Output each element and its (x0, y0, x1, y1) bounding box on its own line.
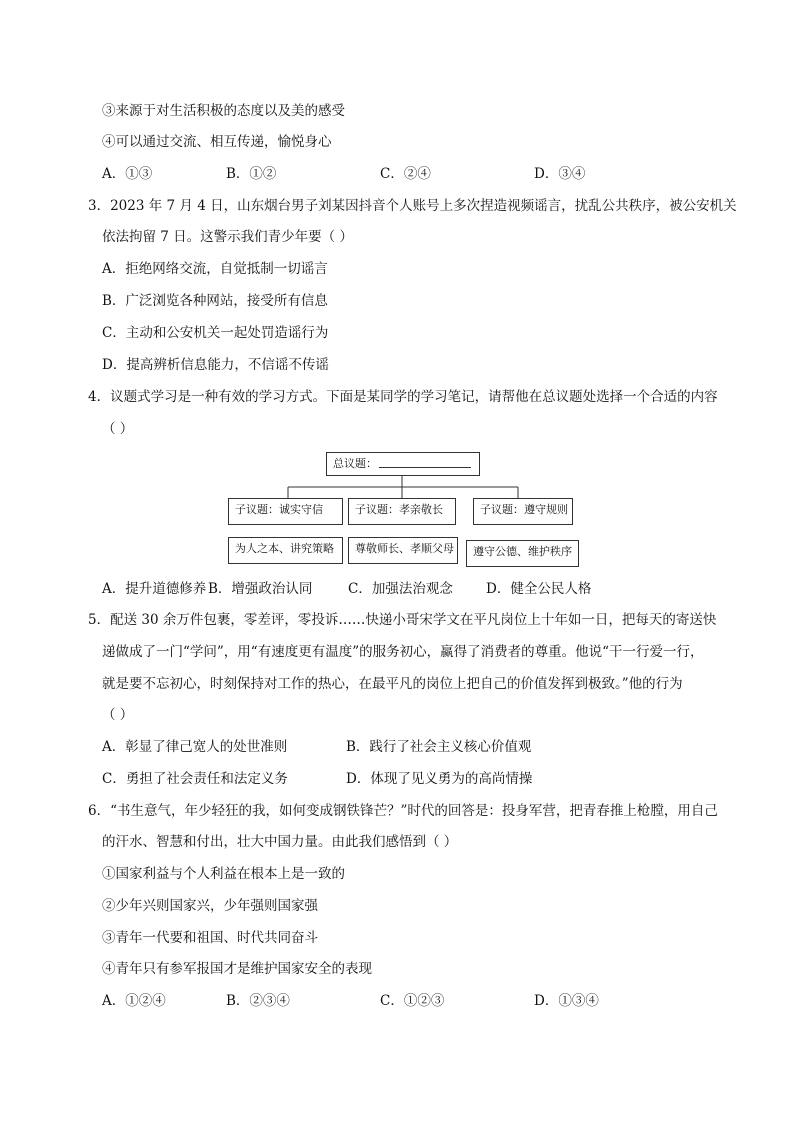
q6-stem-line1: 6．“书生意气，年少轻狂的我，如何变成钢铁锋芒？”时代的回答是：投身军营，把青春推上枪膛，用自己 (88, 803, 718, 819)
q6-item-4: ④青年只有参军报国才是维护国家安全的表现 (102, 961, 372, 977)
q3-option-a: A．拒绝网络交流，自觉抵制一切谣言 (102, 261, 328, 277)
q4-option-b: B．增强政治认同 (208, 581, 313, 597)
q3-stem-line2: 依法拘留 7 日。这警示我们青少年要（ ） (102, 229, 353, 245)
q3-stem-line1: 3．2023 年 7 月 4 日，山东烟台男子刘某因抖音个人账号上多次捏造视频谣言，扰乱公共秩序，被公安机关 (88, 198, 737, 214)
diagram-sub-topic-3: 子议题：遵守规则 (473, 498, 573, 525)
q5-option-b: B．践行了社会主义核心价值观 (346, 739, 532, 755)
diagram-root-blank (379, 457, 471, 468)
q2-option-c: C．②④ (380, 166, 431, 182)
q6-stem-line2: 的汗水、智慧和付出，壮大中国力量。由此我们感悟到（ ） (102, 834, 458, 850)
q5-stem-line3: 就是要不忘初心，时刻保持对工作的热心，在最平凡的岗位上把自己的价值发挥到极致。”他的行为 (102, 676, 683, 692)
q3-option-d: D．提高辨析信息能力，不信谣不传谣 (102, 357, 329, 373)
q2-option-b: B．①② (226, 166, 277, 182)
q6-option-c: C．①②③ (380, 993, 445, 1009)
q5-option-a: A．彰显了律己宽人的处世准则 (102, 739, 288, 755)
q4-stem-line2: （ ） (102, 421, 134, 437)
q5-stem-line2: 递做成了一门“学问”，用“有速度更有温度”的服务初心，赢得了消费者的尊重。他说“干一行爱一行， (102, 644, 704, 660)
q4-option-d: D．健全公民人格 (486, 581, 592, 597)
q4-option-c: C．加强法治观念 (348, 581, 453, 597)
q6-item-1: ①国家利益与个人利益在根本上是一致的 (102, 866, 345, 882)
diagram-root-label: 总议题： (333, 457, 377, 470)
diagram-sub-topic-1: 子议题：诚实守信 (228, 498, 343, 525)
q4-option-a: A．提升道德修养 (102, 581, 207, 597)
q5-stem-line1: 5．配送 30 余万件包裹，零差评，零投诉……快递小哥宋学文在平凡岗位上十年如一日，把每天的寄送快 (88, 612, 717, 628)
q5-option-d: D．体现了见义勇为的高尚情操 (346, 771, 533, 787)
q5-stem-line4: （ ） (102, 707, 134, 723)
q2-item-4: ④可以通过交流、相互传递，愉悦身心 (102, 134, 332, 150)
diagram-leaf-1: 为人之本、讲究策略 (228, 537, 343, 564)
q3-option-c: C．主动和公安机关一起处罚造谣行为 (102, 325, 329, 341)
diagram-root-topic (326, 452, 480, 476)
q6-item-3: ③青年一代要和祖国、时代共同奋斗 (102, 930, 318, 946)
q3-option-b: B．广泛浏览各种网站，接受所有信息 (102, 293, 328, 309)
diagram-leaf-3: 遵守公德、维护秩序 (466, 540, 579, 567)
q6-option-b: B．②③④ (226, 993, 290, 1009)
q6-item-2: ②少年兴则国家兴，少年强则国家强 (102, 898, 318, 914)
q2-item-3: ③来源于对生活积极的态度以及美的感受 (102, 103, 345, 119)
q6-option-a: A．①②④ (102, 993, 166, 1009)
diagram-leaf-2: 尊敬师长、孝顺父母 (348, 537, 458, 564)
q5-option-c: C．勇担了社会责任和法定义务 (102, 771, 288, 787)
q2-option-d: D．③④ (534, 166, 586, 182)
q6-option-d: D．①③④ (534, 993, 599, 1009)
q2-option-a: A．①③ (102, 166, 153, 182)
diagram-sub-topic-2: 子议题：孝亲敬长 (348, 498, 456, 525)
q4-stem-line1: 4．议题式学习是一种有效的学习方式。下面是某同学的学习笔记，请帮他在总议题处选择一个合适的内容 (88, 389, 718, 405)
